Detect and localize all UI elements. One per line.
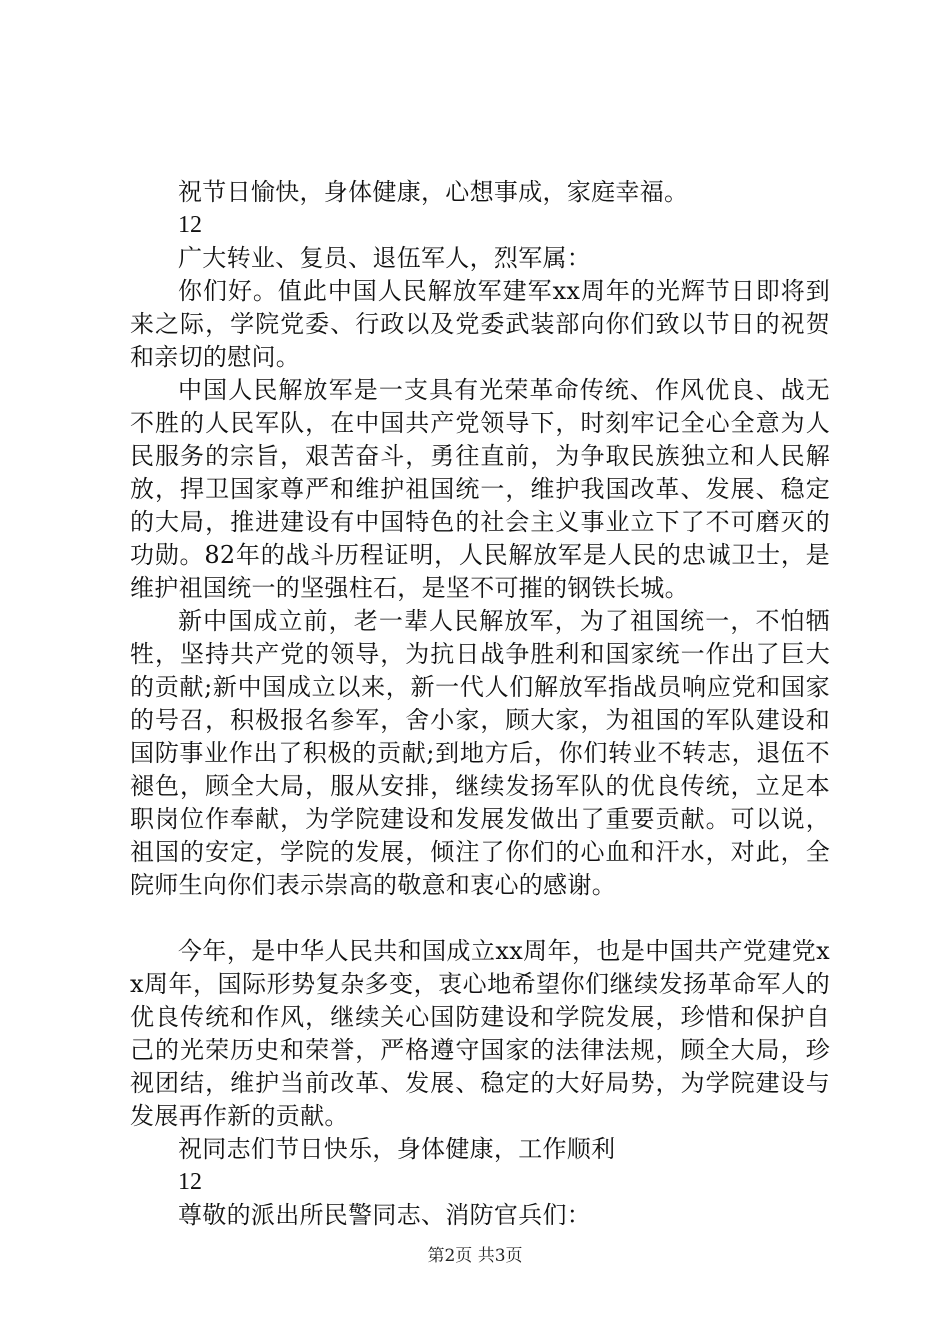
section-number: 12 (178, 212, 202, 238)
salutation-paragraph: 广大转业、复员、退伍军人，烈军属： (178, 244, 592, 272)
greeting-paragraph: 你们好。值此中国人民解放军建军xx周年的光辉节日即将到来之际，学院党委、行政以及党委武装部向你们致以节日的祝贺和亲切的慰问。 (130, 277, 830, 371)
section-number: 12 (178, 1169, 202, 1195)
closing-wish-paragraph: 祝节日愉快，身体健康，心想事成，家庭幸福。 (178, 178, 689, 206)
body-paragraph: 今年，是中华人民共和国成立xx周年，也是中国共产党建党xx周年，国际形势复杂多变，衷心地希望你们继续发扬革命军人的优良传统和作风，继续关心国防建设和学院发展，珍惜和保护自己的光荣历史和荣誉，严格遵守国家的法律法规，顾全大局，珍视团结，维护当前改革、发展、稳定的大好局势，为学院建设与发展再作新的贡献。 (130, 937, 830, 1130)
closing-wish-paragraph: 祝同志们节日快乐，身体健康，工作顺利 (178, 1135, 616, 1163)
page-footer: 第2页 共3页 (427, 1246, 523, 1266)
body-paragraph: 新中国成立前，老一辈人民解放军，为了祖国统一，不怕牺牲，坚持共产党的领导，为抗日战争胜利和国家统一作出了巨大的贡献;新中国成立以来，新一代人们解放军指战员响应党和国家的号召，积极报名参军，舍小家，顾大家，为祖国的军队建设和国防事业作出了积极的贡献;到地方后，你们转业不转志，退伍不褪色，顾全大局，服从安排，继续发扬军队的优良传统，立足本职岗位作奉献，为学院建设和发展发做出了重要贡献。可以说，祖国的安定，学院的发展，倾注了你们的心血和汗水，对此，全院师生向你们表示崇高的敬意和衷心的感谢。 (130, 607, 830, 899)
salutation-paragraph: 尊敬的派出所民警同志、消防官兵们： (178, 1201, 592, 1229)
body-paragraph: 中国人民解放军是一支具有光荣革命传统、作风优良、战无不胜的人民军队，在中国共产党领导下，时刻牢记全心全意为人民服务的宗旨，艰苦奋斗，勇往直前，为争取民族独立和人民解放，捍卫国家尊严和维护祖国统一，维护我国改革、发展、稳定的大局，推进建设有中国特色的社会主义事业立下了不可磨灭的功勋。82年的战斗历程证明，人民解放军是人民的忠诚卫士，是维护祖国统一的坚强柱石，是坚不可摧的钢铁长城。 (130, 376, 830, 602)
document-body (130, 176, 830, 1232)
